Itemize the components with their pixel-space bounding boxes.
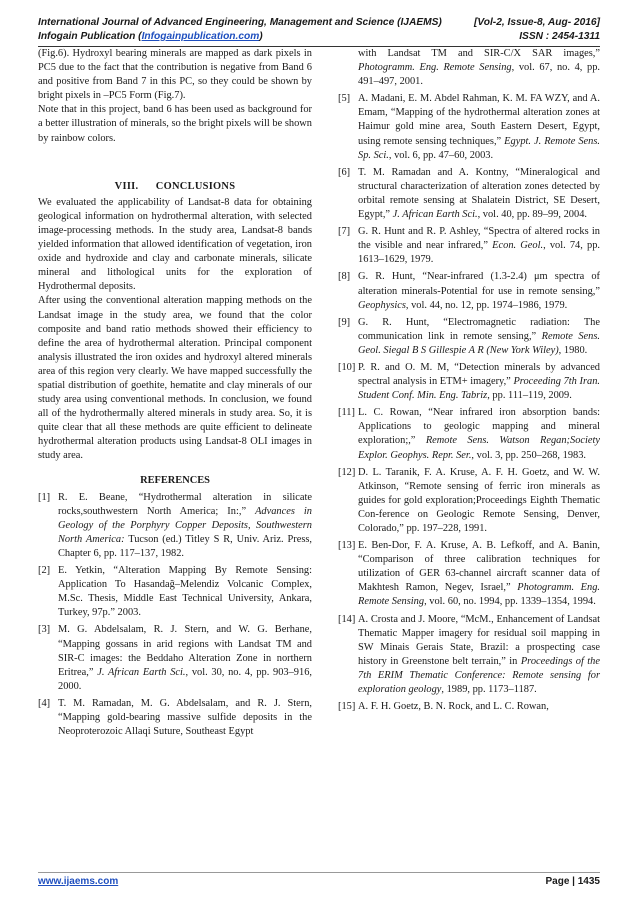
reference-number: [13] — [338, 540, 356, 552]
reference-text: P. R. and O. M. M, “Detection minerals by advanced spectral analysis in ETM+ imagery,” Proceeding 7th Iran. Student Conf. Min. Eng. Tabriz, pp. 111–119, 2009. — [358, 361, 600, 402]
reference-number: [4] — [38, 697, 51, 709]
reference-number: [7] — [338, 226, 351, 238]
reference-text: R. E. Beane, “Hydrothermal alteration in silicate rocks,southwestern North America; In:,” Advances in Geology of the Porphyry Copper Deposits, Southwestern North America: Tucson (ed.) Titley S R, Univ. Ariz. Press, Chapter 6, pp. 117–137, 1982. — [58, 491, 312, 559]
reference-item — [338, 700, 600, 714]
reference-number: [11] — [338, 407, 355, 419]
reference-item — [338, 539, 600, 609]
reference-text: G. R. Hunt and R. P. Ashley, “Spectra of altered rocks in the visible and near infrared,” Econ. Geol., vol. 74, pp. 1613–1629, 1979. — [358, 226, 600, 266]
reference-text: M. G. Abdelsalam, R. J. Stern, and W. G. Berhane, “Mapping gossans in arid regions with Landsat TM and SIR-C images: the Beddaho Alteration Zone in northern Eritrea,” J. African Earth Sci., vol. 30, no. 4, pp. 903–916, 2000. — [58, 624, 312, 692]
reference-text: A. Madani, E. M. Abdel Rahman, K. M. FA WZY, and A. Emam, “Mapping of the hydrothermal alteration zones at Haimur gold mine area, South Eastern Desert, Egypt, using remote sensing techniques,” Egypt. J. Remote Sens. Sp. Sci., vol. 6, pp. 47–60, 2003. — [358, 93, 601, 161]
reference-item — [338, 406, 600, 462]
reference-text: T. M. Ramadan and A. Kontny, “Mineralogical and structural characterization of alteration zones detected by orbital remote sensing at Shalatein District, SE Desert, Egypt,” J. African Earth Sci., vol. 40, pp. 89–99, 2004. — [358, 166, 600, 221]
reference-list — [38, 491, 312, 740]
reference-text: A. F. H. Goetz, B. N. Rock, and L. C. Rowan, — [358, 701, 549, 713]
reference-text: D. L. Taranik, F. A. Kruse, A. F. H. Goetz, and W. W. Atkinson, “Remote sensing of ferric iron minerals as guides for gold exploration;Proceedings Eighth Thematic Con-ference on Geologic Remote Sensing, Denver, Colorado,” pp. 197–228, 1991. — [358, 466, 600, 534]
publisher: Infogain Publication (Infogainpublication.com) — [38, 31, 263, 42]
reference-text: E. Ben-Dor, F. A. Kruse, A. B. Lefkoff, and A. Banin, “Comparison of three calibration techniques for utilization of GER 63-channel aircraft scanner data of Makhtesh Ramon, Negev, Israel,” Photogramm. Eng. Remote Sensing, vol. 60, no. 1994, pp. 1339–1354, 1994. — [358, 540, 601, 608]
reference-item — [38, 491, 312, 561]
reference-text: L. C. Rowan, “Near infrared iron absorption bands: Applications to geologic mapping and mineral exploration;,” Remote Sens. Watson Regan;Society Explor. Geophys. Repr. Ser., vol. 3, pp. 250–268, 1983. — [358, 407, 600, 461]
publisher-link[interactable]: Infogainpublication.com — [141, 31, 260, 42]
reference-number: [9] — [338, 316, 351, 328]
conclusion-paragraph: After using the conventional alteration mapping methods on the Landsat image in the study area, we found that the color composite and band ratio methods showed their efficiency to define the area of hydrothermal alteration. Principal component analysis illustrated the iron oxides and hydroxyl altered minerals area of this region very clearly. We have mapped successfully the spatial distribution of goethite, hematite and clay minerals of our study area using conventional methods. In conclusion, we found all of the hydrothermally altered minerals in study area. So, it is quite clear that all these methods are quite efficient to delineate hydrothermal alteration products using Landsat-8 OLI images in study area. — [38, 295, 312, 462]
volume-issue: [Vol-2, Issue-8, Aug- 2016] — [473, 17, 600, 28]
footer-rule — [38, 872, 600, 873]
running-header — [38, 16, 600, 47]
reference-number: [14] — [338, 613, 356, 625]
reference-number: [15] — [338, 701, 356, 713]
reference-item — [338, 613, 600, 698]
reference-number: [10] — [338, 361, 356, 373]
right-column — [338, 47, 600, 742]
reference-item — [338, 466, 600, 536]
journal-name: International Journal of Advanced Engineering, Management and Science (IJAEMS) — [38, 17, 442, 28]
reference-continuation: with Landsat TM and SIR-C/X SAR images,” Photogramm. Eng. Remote Sensing, vol. 67, no. 4, pp. 491–497, 2001. — [358, 48, 600, 88]
reference-text: G. R. Hunt, “Near-infrared (1.3-2.4) μm spectra of alteration minerals-Potential for use in remote sensing,” Geophysics, vol. 44, no. 12, pp. 1974–1986, 1979. — [358, 271, 600, 311]
page-footer — [38, 876, 600, 887]
references-heading: REFERENCES — [140, 474, 210, 486]
reference-number: [1] — [38, 491, 51, 503]
reference-item — [338, 361, 600, 403]
reference-number: [8] — [338, 271, 351, 283]
reference-number: [3] — [38, 624, 51, 636]
conclusion-paragraph: We evaluated the applicability of Landsat-8 data for obtaining geological information on hydrothermal alteration, with selected image-processing methods. In the study area, Landsat-8 bands yielded information that allowed identification of vegetation, iron oxide and hydroxide and clay and carbonate minerals, silicate mineral and lithological units for the exploration of Hydrothermal deposits. — [38, 196, 312, 293]
reference-number: [6] — [338, 166, 351, 178]
reference-text: G. R. Hunt, “Electromagnetic radiation: The communication link in remote sensing,” Remote Sens. Geol. Siegal B S Gillespie A R (New York Wiley), 1980. — [358, 316, 600, 356]
issn: ISSN : 2454-1311 — [519, 31, 600, 42]
footer-website-link[interactable]: www.ijaems.com — [38, 876, 119, 887]
reference-item — [38, 623, 312, 693]
body-paragraph: (Fig.6). Hydroxyl bearing minerals are mapped as dark pixels in PC5 due to the fact that the contribution is negative from Band 6 and positive from Band 7 in this PC, so they could be shown by bright pixels in –PC5 Form (Fig.7). — [38, 48, 312, 102]
page-number: Page | 1435 — [545, 876, 600, 887]
reference-number: [2] — [38, 565, 51, 577]
section-heading: VIII. CONCLUSIONS — [114, 180, 236, 192]
reference-item — [338, 270, 600, 312]
reference-item — [338, 225, 600, 267]
reference-number: [12] — [338, 466, 356, 478]
reference-item — [338, 166, 600, 222]
reference-number: [5] — [338, 93, 351, 105]
reference-text: T. M. Ramadan, M. G. Abdelsalam, and R. J. Stern, “Mapping gold-bearing massive sulfide deposits in the Neoproterozoic Allaqi Suture, Southeast Egypt — [58, 697, 312, 738]
reference-list — [338, 92, 600, 714]
reference-text: A. Crosta and J. Moore, “McM., Enhancement of Landsat Thematic Mapper imagery for residual soil mapping in SW Minais Gerais State, Brazil: a prospecting case history in Greenstone belt terrain,” in Proceedings of the 7th ERIM Thematic Conference: Remote sensing for exploration geology, 1989, pp. 1173–1187. — [358, 613, 600, 696]
reference-text: E. Yetkin, “Alteration Mapping By Remote Sensing: Application To Hasandağ–Melendiz Volcanic Complex, M.Sc. Thesis, Middle East Technical University, Ankara, Turkey, 97p.” 2003. — [58, 565, 312, 619]
body-paragraph: Note that in this project, band 6 has been used as background for a better illustration of minerals, so the bright pixels will be shown by rainbow colors. — [38, 104, 312, 144]
left-column — [38, 47, 312, 742]
reference-item — [38, 697, 312, 739]
reference-item — [338, 316, 600, 358]
reference-item — [338, 92, 600, 162]
reference-item — [38, 564, 312, 620]
